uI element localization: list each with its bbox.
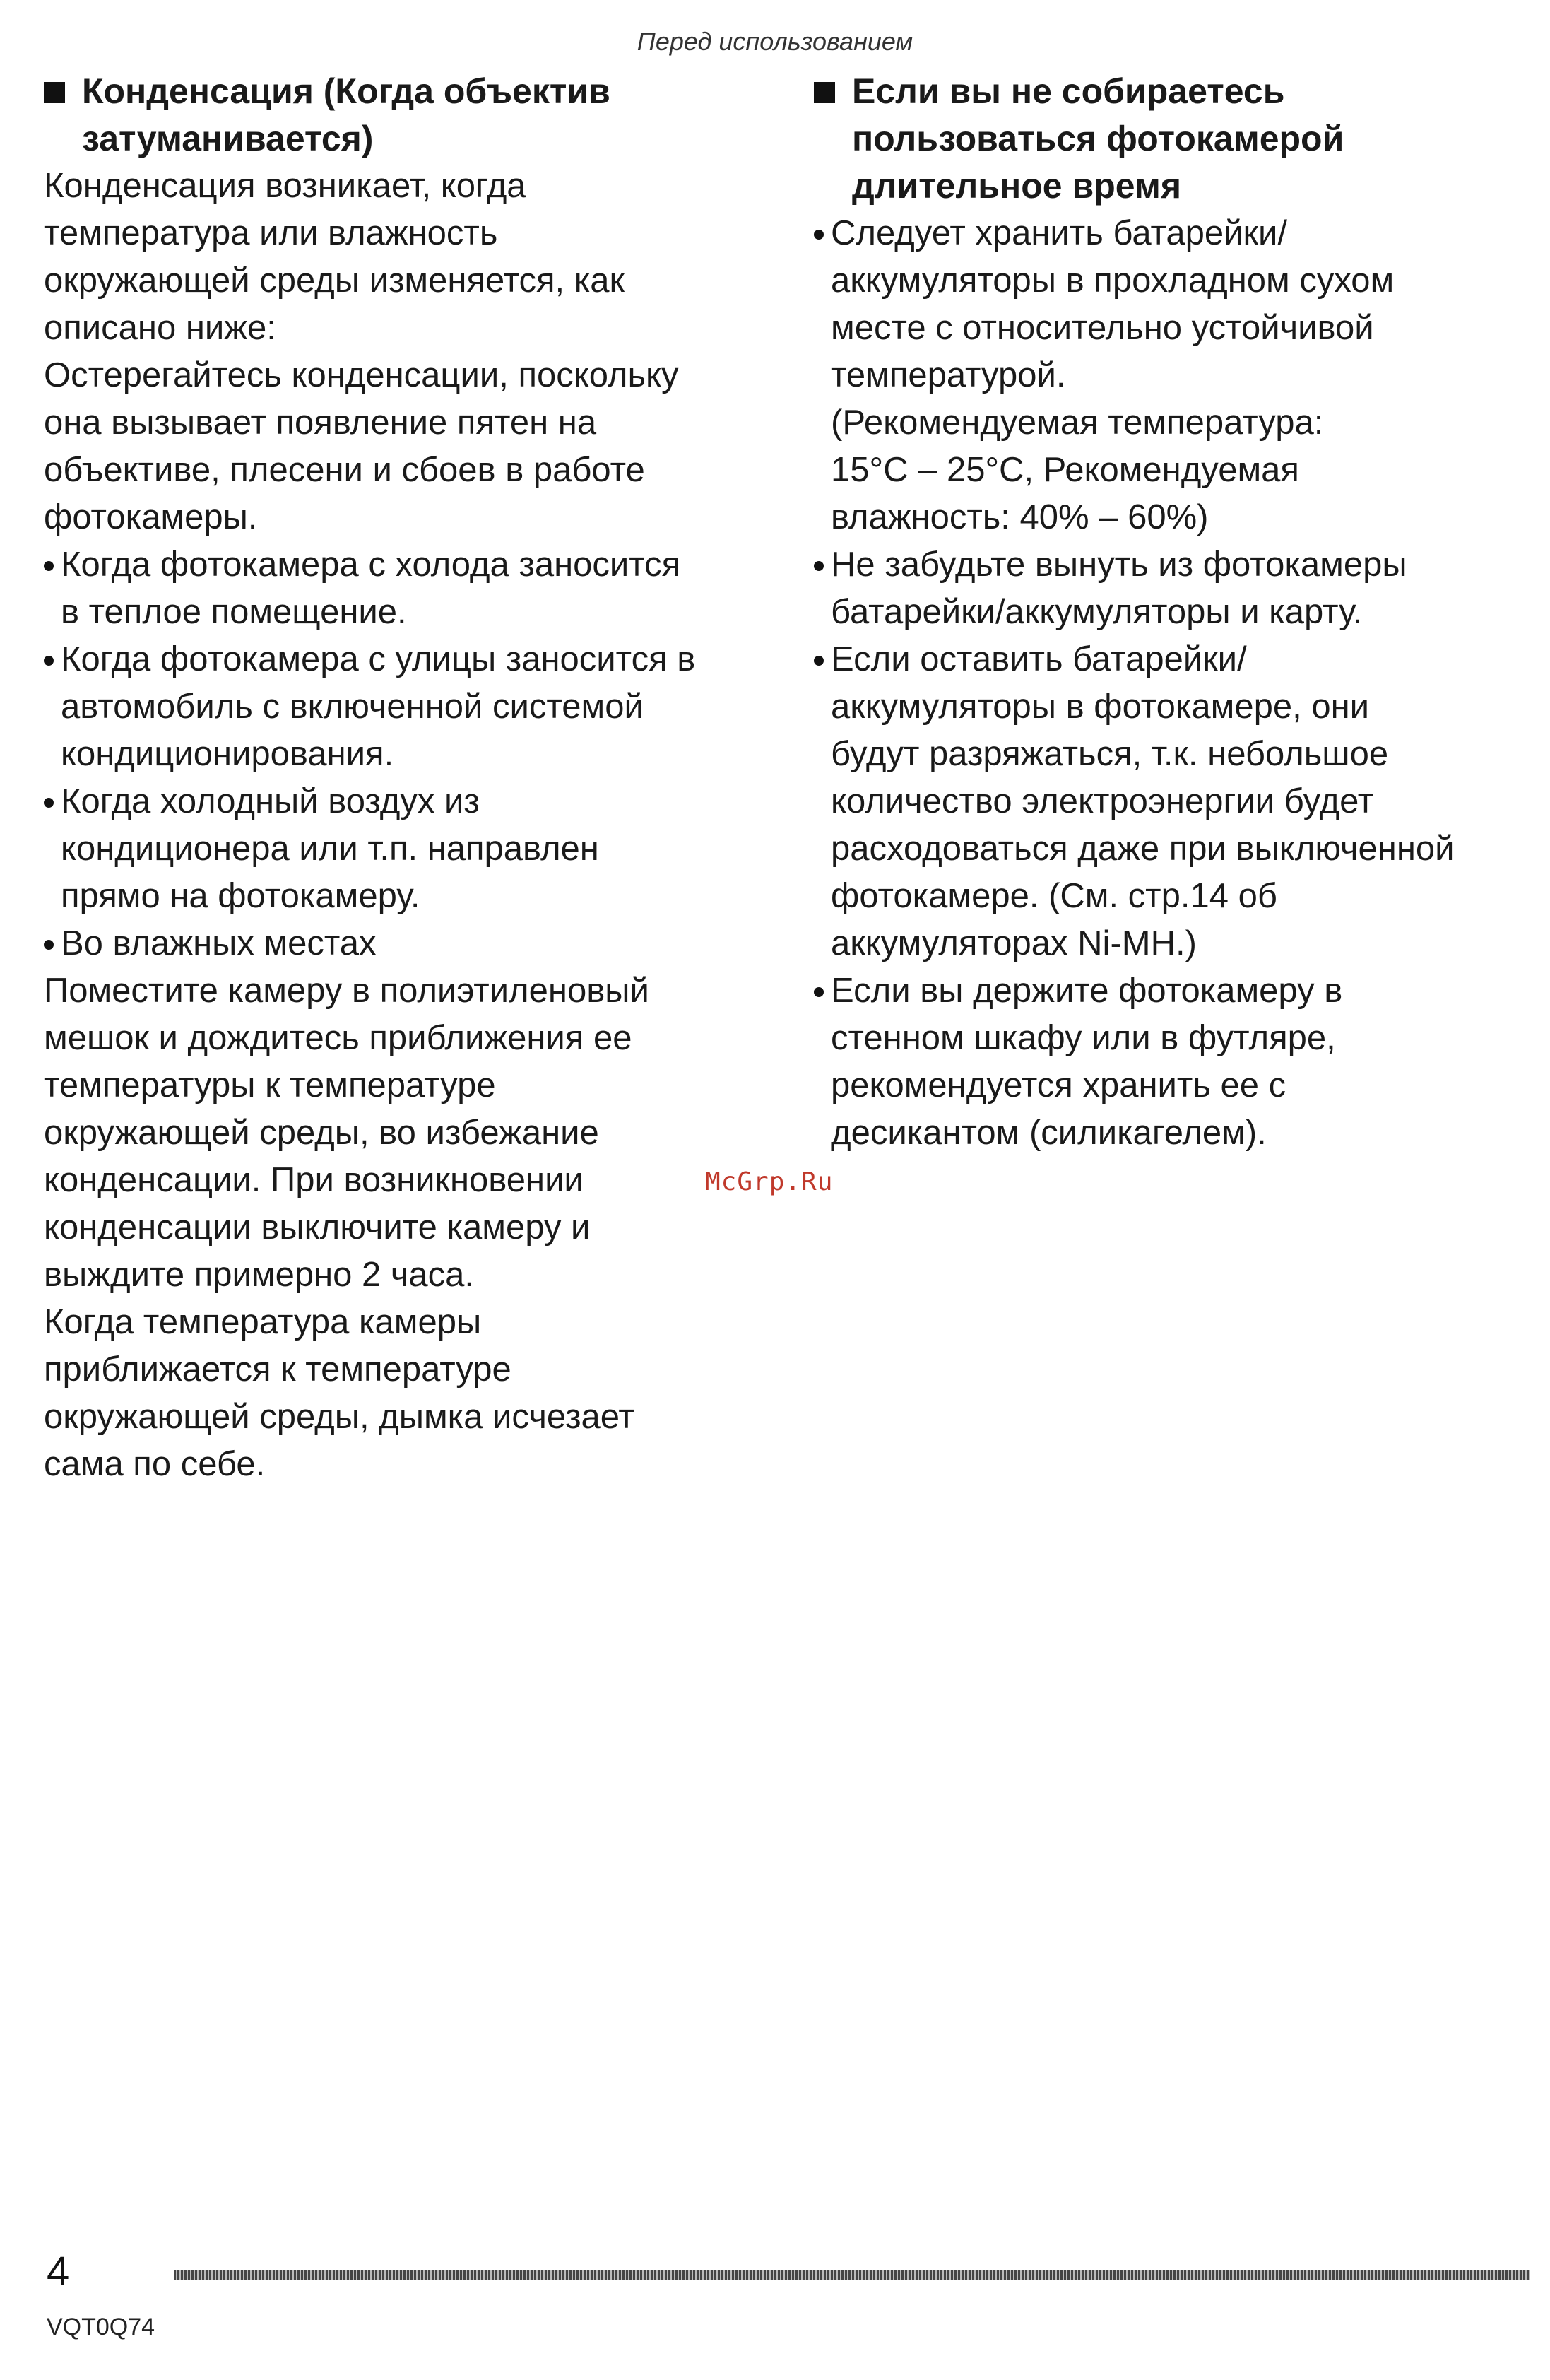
condensation-heading xyxy=(44,68,764,163)
bullet-dot-icon xyxy=(44,798,54,808)
text-line: месте с относительно устойчивой xyxy=(831,309,1374,347)
black-square-icon xyxy=(814,82,835,103)
text-line: Когда холодный воздух из xyxy=(61,782,480,820)
heading-line: Конденсация (Когда объектив xyxy=(82,71,610,111)
text-line: влажность: 40% – 60%) xyxy=(831,498,1209,536)
text-line: расходоваться даже при выключенной xyxy=(831,830,1455,868)
intro-paragraph xyxy=(44,163,764,352)
running-header: Перед использованием xyxy=(637,27,913,56)
text-line: десикантом (силикагелем). xyxy=(831,1114,1267,1152)
text-line: Когда температура камеры xyxy=(44,1303,482,1341)
text-line: Не забудьте вынуть из фотокамеры xyxy=(831,546,1407,584)
list-item xyxy=(814,967,1527,1157)
list-item xyxy=(814,541,1527,636)
text-line: (Рекомендуемая температура: xyxy=(831,403,1324,442)
text-line: конденсации. При возникновении xyxy=(44,1161,584,1199)
heading-line: Если вы не собираетесь xyxy=(852,71,1285,111)
text-line: рекомендуется хранить ее с xyxy=(831,1066,1286,1104)
list-item xyxy=(44,920,764,967)
text-line: аккумуляторах Ni-MH.) xyxy=(831,924,1197,962)
text-line: в теплое помещение. xyxy=(61,593,407,631)
watermark-link[interactable]: McGrp.Ru xyxy=(705,1167,834,1196)
heading-line: пользоваться фотокамерой xyxy=(852,119,1344,158)
text-line: Остерегайтесь конденсации, поскольку xyxy=(44,356,679,394)
text-line: аккумуляторы в фотокамере, они xyxy=(831,688,1370,726)
instruction-paragraph xyxy=(44,967,764,1299)
text-line: кондиционера или т.п. направлен xyxy=(61,830,599,868)
text-line: температура или влажность xyxy=(44,214,498,252)
bullet-dot-icon xyxy=(814,561,824,571)
text-line: Если вы держите фотокамеру в xyxy=(831,972,1343,1010)
closing-paragraph xyxy=(44,1299,764,1488)
footer-rule xyxy=(174,2270,1530,2280)
text-line: приближается к температуре xyxy=(44,1350,511,1389)
document-code: VQT0Q74 xyxy=(47,2314,155,2340)
warning-paragraph xyxy=(44,352,764,541)
black-square-icon xyxy=(44,82,65,103)
text-line: аккумуляторы в прохладном сухом xyxy=(831,261,1395,300)
text-line: Поместите камеру в полиэтиленовый xyxy=(44,972,649,1010)
text-line: фотокамере. (См. стр.14 об xyxy=(831,877,1277,915)
text-line: окружающей среды, дымка исчезает xyxy=(44,1398,634,1436)
page-number: 4 xyxy=(47,2249,70,2294)
list-item xyxy=(44,778,764,920)
text-line: она вызывает появление пятен на xyxy=(44,403,597,442)
list-item xyxy=(814,210,1527,541)
text-line: температуры к температуре xyxy=(44,1066,496,1104)
text-line: мешок и дождитесь приближения ее xyxy=(44,1019,632,1057)
text-line: описано ниже: xyxy=(44,309,276,347)
right-column xyxy=(814,68,1527,1157)
text-line: Конденсация возникает, когда xyxy=(44,167,526,205)
text-line: объективе, плесени и сбоев в работе xyxy=(44,451,645,489)
bullet-dot-icon xyxy=(814,656,824,666)
bullet-dot-icon xyxy=(44,940,54,950)
text-line: конденсации выключите камеру и xyxy=(44,1208,591,1247)
text-line: окружающей среды, во избежание xyxy=(44,1114,599,1152)
bullet-dot-icon xyxy=(44,656,54,666)
bullet-dot-icon xyxy=(44,561,54,571)
text-line: 15°C – 25°C, Рекомендуемая xyxy=(831,451,1299,489)
list-item xyxy=(814,636,1527,967)
text-line: кондиционирования. xyxy=(61,735,394,773)
text-line: Когда фотокамера с холода заносится xyxy=(61,546,681,584)
text-line: выждите примерно 2 часа. xyxy=(44,1256,475,1294)
text-line: температурой. xyxy=(831,356,1066,394)
list-item xyxy=(44,636,764,778)
text-line: Во влажных местах xyxy=(61,924,377,962)
text-line: автомобиль с включенной системой xyxy=(61,688,644,726)
text-line: Если оставить батарейки/ xyxy=(831,640,1247,678)
text-line: прямо на фотокамеру. xyxy=(61,877,420,915)
storage-heading xyxy=(814,68,1527,210)
bullet-dot-icon xyxy=(814,987,824,997)
text-line: Следует хранить батарейки/ xyxy=(831,214,1287,252)
bullet-dot-icon xyxy=(814,230,824,240)
text-line: будут разряжаться, т.к. небольшое xyxy=(831,735,1389,773)
text-line: Когда фотокамера с улицы заносится в xyxy=(61,640,696,678)
text-line: количество электроэнергии будет xyxy=(831,782,1374,820)
text-line: батарейки/аккумуляторы и карту. xyxy=(831,593,1363,631)
heading-line: длительное время xyxy=(852,166,1182,206)
heading-line: затуманивается) xyxy=(82,119,374,158)
text-line: окружающей среды изменяется, как xyxy=(44,261,625,300)
list-item xyxy=(44,541,764,636)
text-line: стенном шкафу или в футляре, xyxy=(831,1019,1336,1057)
text-line: фотокамеры. xyxy=(44,498,258,536)
text-line: сама по себе. xyxy=(44,1445,266,1483)
left-column xyxy=(44,68,764,1488)
